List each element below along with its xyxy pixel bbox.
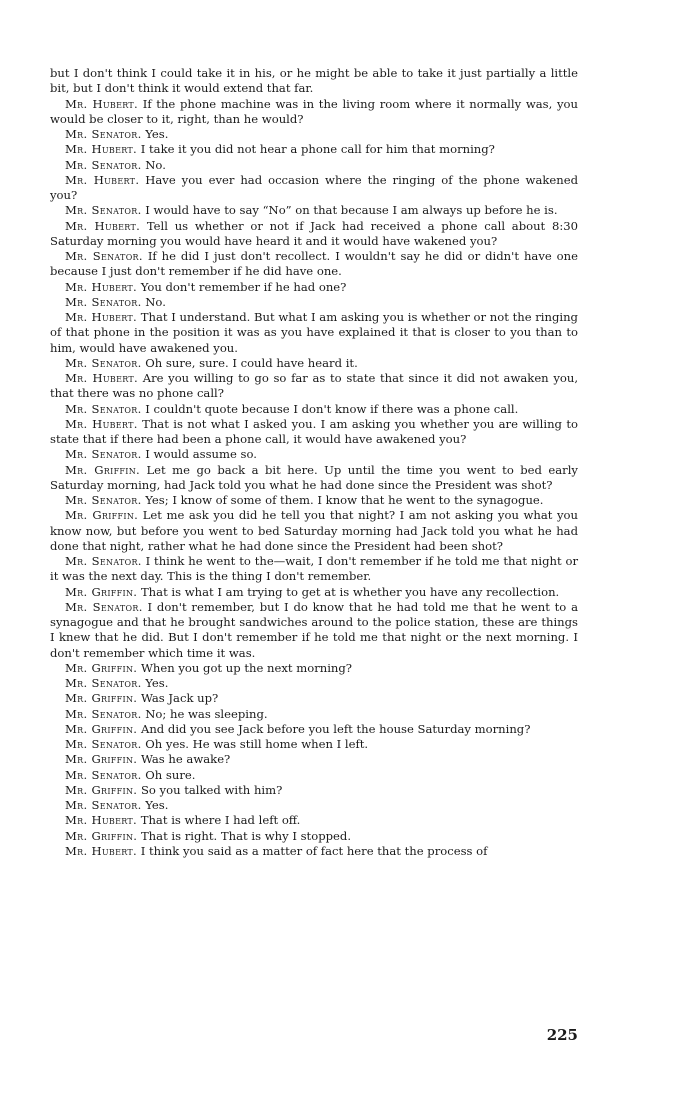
transcript-paragraph bbox=[50, 371, 578, 402]
speaker-label: Mr. Hubert. bbox=[65, 96, 139, 111]
paragraph-text: That is what I am trying to get at is whether you have any recollection. bbox=[137, 584, 560, 599]
speaker-label: Mr. Senator. bbox=[65, 737, 142, 751]
paragraph-text: That is where I had left off. bbox=[137, 813, 301, 828]
transcript-paragraph bbox=[50, 661, 578, 676]
paragraph-text: Yes. bbox=[141, 127, 169, 141]
transcript-paragraph bbox=[50, 600, 578, 661]
speaker-label: Mr. Senator. bbox=[65, 447, 142, 462]
transcript-paragraph bbox=[50, 798, 578, 813]
transcript-paragraph bbox=[50, 127, 578, 142]
paragraph-text: That I understand. But what I am asking you is whether or not the ringing of that phone in the position it was as you have explained it that is closer to you than to him, would have awakened you. bbox=[50, 310, 578, 355]
transcript-paragraph bbox=[50, 844, 578, 859]
speaker-label: Mr. Hubert. bbox=[65, 813, 138, 828]
speaker-label: Mr. Griffin. bbox=[65, 462, 141, 477]
transcript-paragraph bbox=[50, 66, 578, 97]
transcript-paragraph bbox=[50, 417, 578, 448]
paragraph-text: No; he was sleeping. bbox=[141, 706, 268, 721]
paragraph-text: If he did I just don't recollect. I wouldn't say he did or didn't have one because I just don't remember if he did have one. bbox=[50, 249, 578, 279]
paragraph-text: Yes. bbox=[141, 798, 169, 812]
transcript-paragraph bbox=[50, 203, 578, 218]
paragraph-text: I take it you did not hear a phone call for him that morning? bbox=[137, 142, 495, 157]
transcript-paragraph bbox=[50, 493, 578, 508]
transcript-paragraph bbox=[50, 691, 578, 706]
speaker-label: Mr. Griffin. bbox=[65, 721, 138, 736]
paragraph-text: And did you see Jack before you left the house Saturday morning? bbox=[137, 721, 531, 736]
paragraph-text: Let me go back a bit here. Up until the time you went to bed early Saturday morning, had Jack told you what he had done since the President was shot? bbox=[50, 462, 578, 492]
paragraph-text: No. bbox=[141, 294, 166, 309]
paragraph-text: That is right. That is why I stopped. bbox=[137, 828, 352, 843]
paragraph-text: I think he went to the—wait, I don't remember if he told me that night or it was the next day. This is the thing I don't remember. bbox=[50, 554, 578, 584]
paragraph-text: I don't remember, but I do know that he had told me that he went to a synagogue and that he brought sandwiches around to the police station, these are things I knew that he did. But I don't remember if he told me that night or the next morning. I don't remember which time it was. bbox=[50, 599, 579, 660]
page-number: 225 bbox=[546, 1026, 578, 1044]
paragraph-text: Yes. bbox=[141, 676, 169, 690]
transcript-paragraph bbox=[50, 554, 578, 585]
paragraph-text: Are you willing to go so far as to state that since it did not awaken you, that there was no phone call? bbox=[50, 371, 578, 401]
paragraph-text: Have you ever had occasion where the ringing of the phone wakened you? bbox=[50, 172, 578, 202]
speaker-label: Mr. Senator. bbox=[65, 157, 142, 172]
transcript-paragraph bbox=[50, 158, 578, 173]
speaker-label: Mr. Senator. bbox=[65, 767, 142, 782]
speaker-label: Mr. Senator. bbox=[65, 249, 143, 263]
speaker-label: Mr. Griffin. bbox=[65, 752, 138, 767]
transcript-paragraph bbox=[50, 402, 578, 417]
speaker-label: Mr. Senator. bbox=[65, 554, 142, 568]
transcript-paragraph bbox=[50, 280, 578, 295]
transcript-body bbox=[50, 66, 578, 859]
transcript-paragraph bbox=[50, 676, 578, 691]
speaker-label: Mr. Hubert. bbox=[65, 172, 140, 187]
paragraph-text: Oh sure. bbox=[141, 767, 196, 782]
paragraph-text: Oh yes. He was still home when I left. bbox=[141, 737, 369, 751]
speaker-label: Mr. Hubert. bbox=[65, 142, 138, 157]
speaker-label: Mr. Griffin. bbox=[65, 828, 138, 843]
speaker-label: Mr. Hubert. bbox=[65, 416, 138, 431]
paragraph-text: If the phone machine was in the living room where it normally was, you would be closer to it, right, than he would? bbox=[50, 96, 578, 126]
transcript-paragraph bbox=[50, 173, 578, 204]
speaker-label: Mr. Hubert. bbox=[65, 371, 139, 385]
transcript-paragraph bbox=[50, 219, 578, 250]
paragraph-text: So you talked with him? bbox=[137, 782, 283, 797]
speaker-label: Mr. Hubert. bbox=[65, 279, 138, 294]
speaker-label: Mr. Senator. bbox=[65, 127, 142, 141]
transcript-paragraph bbox=[50, 447, 578, 462]
paragraph-text: Was Jack up? bbox=[137, 691, 219, 706]
paragraph-text: I couldn't quote because I don't know if there was a phone call. bbox=[141, 401, 519, 416]
transcript-paragraph bbox=[50, 707, 578, 722]
speaker-label: Mr. Senator. bbox=[65, 599, 143, 614]
speaker-label: Mr. Hubert. bbox=[65, 218, 141, 233]
transcript-paragraph bbox=[50, 97, 578, 128]
speaker-label: Mr. Senator. bbox=[65, 798, 142, 812]
paragraph-text: Yes; I know of some of them. I know that he went to the synagogue. bbox=[141, 493, 544, 507]
transcript-paragraph bbox=[50, 722, 578, 737]
transcript-paragraph bbox=[50, 142, 578, 157]
paragraph-text: You don't remember if he had one? bbox=[137, 279, 347, 294]
transcript-paragraph bbox=[50, 295, 578, 310]
transcript-paragraph bbox=[50, 508, 578, 554]
speaker-label: Mr. Senator. bbox=[65, 355, 142, 370]
transcript-paragraph bbox=[50, 310, 578, 356]
speaker-label: Mr. Senator. bbox=[65, 706, 142, 721]
paragraph-text: I would have to say “No” on that because I am always up before he is. bbox=[141, 203, 558, 218]
transcript-paragraph bbox=[50, 829, 578, 844]
transcript-paragraph bbox=[50, 813, 578, 828]
paragraph-text: That is not what I asked you. I am asking you whether you are willing to state that if there had been a phone call, it would have awakened you? bbox=[50, 416, 578, 446]
speaker-label: Mr. Hubert. bbox=[65, 843, 138, 858]
speaker-label: Mr. Griffin. bbox=[65, 660, 138, 675]
speaker-label: Mr. Griffin. bbox=[65, 508, 139, 523]
paragraph-text: but I don't think I could take it in his, or he might be able to take it just partially a little bit, but I don't think it would extend that far. bbox=[50, 66, 578, 96]
transcript-paragraph bbox=[50, 737, 578, 752]
paragraph-text: When you got up the next morning? bbox=[137, 660, 353, 675]
speaker-label: Mr. Senator. bbox=[65, 203, 142, 218]
speaker-label: Mr. Senator. bbox=[65, 294, 142, 309]
speaker-label: Mr. Senator. bbox=[65, 676, 142, 690]
speaker-label: Mr. Griffin. bbox=[65, 782, 138, 797]
transcript-paragraph bbox=[50, 463, 578, 494]
paragraph-text: Let me ask you did he tell you that night? I am not asking you what you know now, but before you went to bed Saturday morning had Jack told you what he had done that night, rather what he had done since the President had been shot? bbox=[50, 508, 578, 553]
transcript-paragraph bbox=[50, 783, 578, 798]
transcript-paragraph bbox=[50, 356, 578, 371]
transcript-paragraph bbox=[50, 768, 578, 783]
paragraph-text: No. bbox=[141, 157, 166, 172]
paragraph-text: I think you said as a matter of fact here that the process of bbox=[137, 843, 488, 858]
paragraph-text: I would assume so. bbox=[141, 447, 257, 462]
paragraph-text: Tell us whether or not if Jack had received a phone call about 8:30 Saturday morning you would have heard it and it would have wakened you? bbox=[50, 218, 578, 248]
speaker-label: Mr. Griffin. bbox=[65, 584, 138, 599]
transcript-paragraph bbox=[50, 249, 578, 280]
paragraph-text: Was he awake? bbox=[137, 752, 231, 767]
paragraph-text: Oh sure, sure. I could have heard it. bbox=[141, 355, 358, 370]
speaker-label: Mr. Griffin. bbox=[65, 691, 138, 706]
speaker-label: Mr. Senator. bbox=[65, 401, 142, 416]
speaker-label: Mr. Hubert. bbox=[65, 310, 138, 324]
speaker-label: Mr. Senator. bbox=[65, 493, 142, 507]
transcript-paragraph bbox=[50, 585, 578, 600]
transcript-paragraph bbox=[50, 752, 578, 767]
